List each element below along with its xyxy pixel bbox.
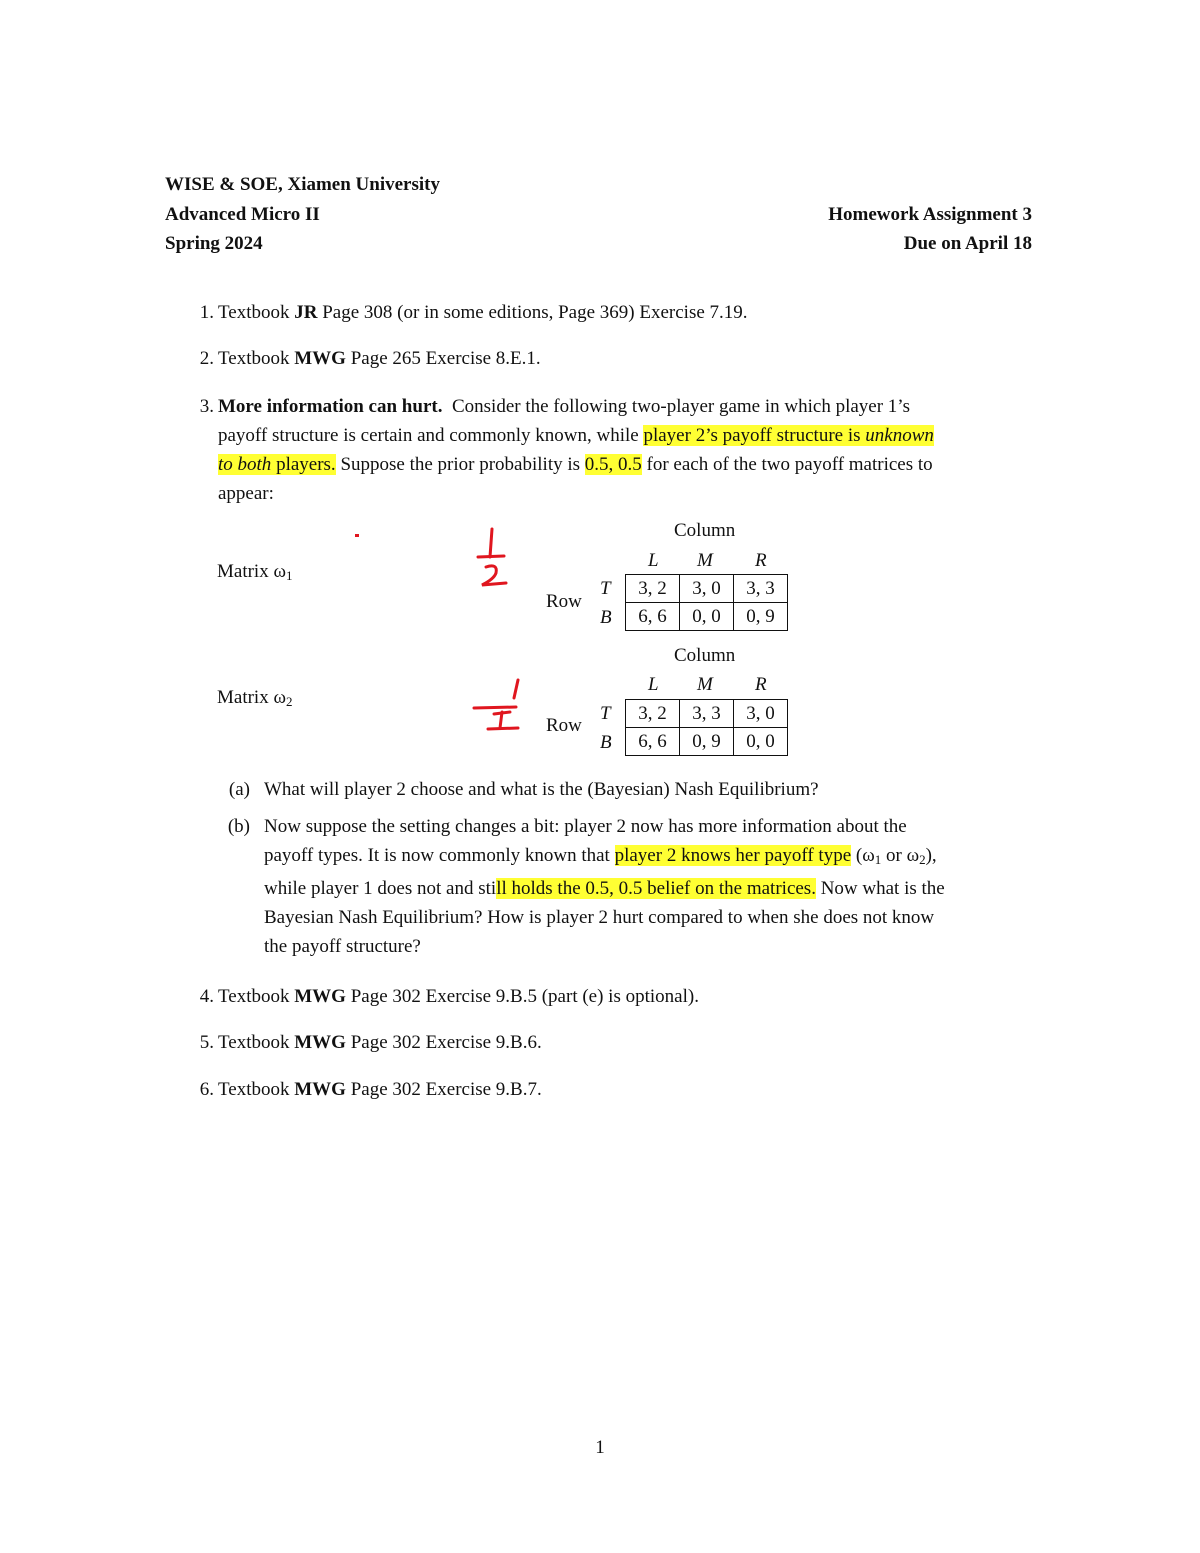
column-title: Column [674, 645, 736, 666]
payoff-cell: 0, 0 [680, 603, 734, 631]
highlight: ll holds the 0.5, 0.5 belief on the matrices. [496, 878, 816, 899]
highlight: player 2’s payoff structure is unknown [643, 425, 934, 446]
payoff-cell: 3, 3 [734, 575, 788, 603]
row-header-T: T [600, 578, 611, 599]
question-3: 3. More information can hurt. Consider the following two-player game in which player 1’s payoff structure is certain and commonly known, while player 2’s payoff structure is unknown to both players. Suppose the prior probability is 0.5, 0.5 for each of the two payoff matrices to appear: [199, 396, 934, 504]
payoff-cell: 3, 0 [734, 700, 788, 728]
highlight: to both players. [218, 454, 336, 475]
payoff-cell: 0, 9 [734, 603, 788, 631]
institution: WISE & SOE, Xiamen University [165, 174, 440, 195]
matrix-2-label: Matrix $\omega_2$ [217, 687, 293, 709]
payoff-cell: 3, 3 [680, 700, 734, 728]
payoff-cell: 6, 6 [626, 603, 680, 631]
payoff-cell: 0, 9 [680, 728, 734, 756]
payoff-cell: 3, 0 [680, 575, 734, 603]
payoff-cell: 3, 2 [626, 575, 680, 603]
assignment-title: Homework Assignment 3 [828, 204, 1032, 225]
col-header-L: L [648, 550, 659, 571]
row-header-B: B [600, 607, 612, 628]
col-header-L: L [648, 674, 659, 695]
col-header-R: R [755, 550, 767, 571]
payoff-matrix-2 [625, 699, 788, 756]
row-header-T: T [600, 703, 611, 724]
course-title: Advanced Micro II [165, 204, 320, 225]
payoff-cell: 0, 0 [734, 728, 788, 756]
due-date: Due on April 18 [903, 233, 1032, 254]
ink-dot [355, 534, 359, 537]
page-number: 1 [595, 1437, 605, 1458]
row-title: Row [546, 591, 582, 612]
column-title: Column [674, 520, 736, 541]
col-header-R: R [755, 674, 767, 695]
handwritten-half-annotation-1 [472, 523, 512, 589]
question-title: More information can hurt. [218, 396, 443, 417]
col-header-M: M [697, 550, 713, 571]
document-page: WISE & SOE, Xiamen University Advanced Micro II Spring 2024 Homework Assignment 3 Due on April 18 1. Textbook JR Page 308 (or in some editions, Page 369) Exercise 7.19. 2. Textbook MWG Page 265 Exercise 8.E.1. 3. More information can hurt. Consider the following two-player game in which player 1’s payoff structure is certain and commonly known, while player 2’s payoff structure is unknown to both players. Suppose the prior probability is 0.5, 0.5 for each of the two payoff matrices to appear: Matrix $\omega_1$ Column L M R Row T B 3, 2 3, 0 3, 3 6, 6 0, 0 0, 9 Matrix $\omega_2$ Column L M R Row T B 3, 2 3, 3 3, 0 6, 6 0, 9 0, 0 (a) What will player 2 choose and what is the (Bayesian) Nash Equilibrium? (b) Now suppose the setting changes a bit: player 2 now has more information about the payoff types. It is now commonly known that player 2 knows her payoff type ($\omega_1$ or $\omega_2$), while player 1 does not and still holds the 0.5, 0.5 belief on the matrices. Now what is the Bayesian Nash Equilibrium? How is player 2 hurt compared to when she does not know the payoff structure? 4. Textbook MWG Page 302 Exercise 9.B.5 (part (e) is optional). 5. Textbook MWG Page 302 Exercise 9.B.6. 6. Textbook MWG Page 302 Exercise 9.B.7. 1 [0, 0, 1200, 1553]
highlight: player 2 knows her payoff type [614, 845, 852, 866]
row-title: Row [546, 715, 582, 736]
payoff-cell: 3, 2 [626, 700, 680, 728]
term: Spring 2024 [165, 233, 263, 254]
col-header-M: M [697, 674, 713, 695]
handwritten-half-annotation-2 [470, 672, 526, 734]
row-header-B: B [600, 732, 612, 753]
matrix-1-label: Matrix $\omega_1$ [217, 561, 293, 583]
payoff-cell: 6, 6 [626, 728, 680, 756]
highlight: 0.5, 0.5 [584, 454, 642, 475]
payoff-matrix-1 [625, 574, 788, 631]
